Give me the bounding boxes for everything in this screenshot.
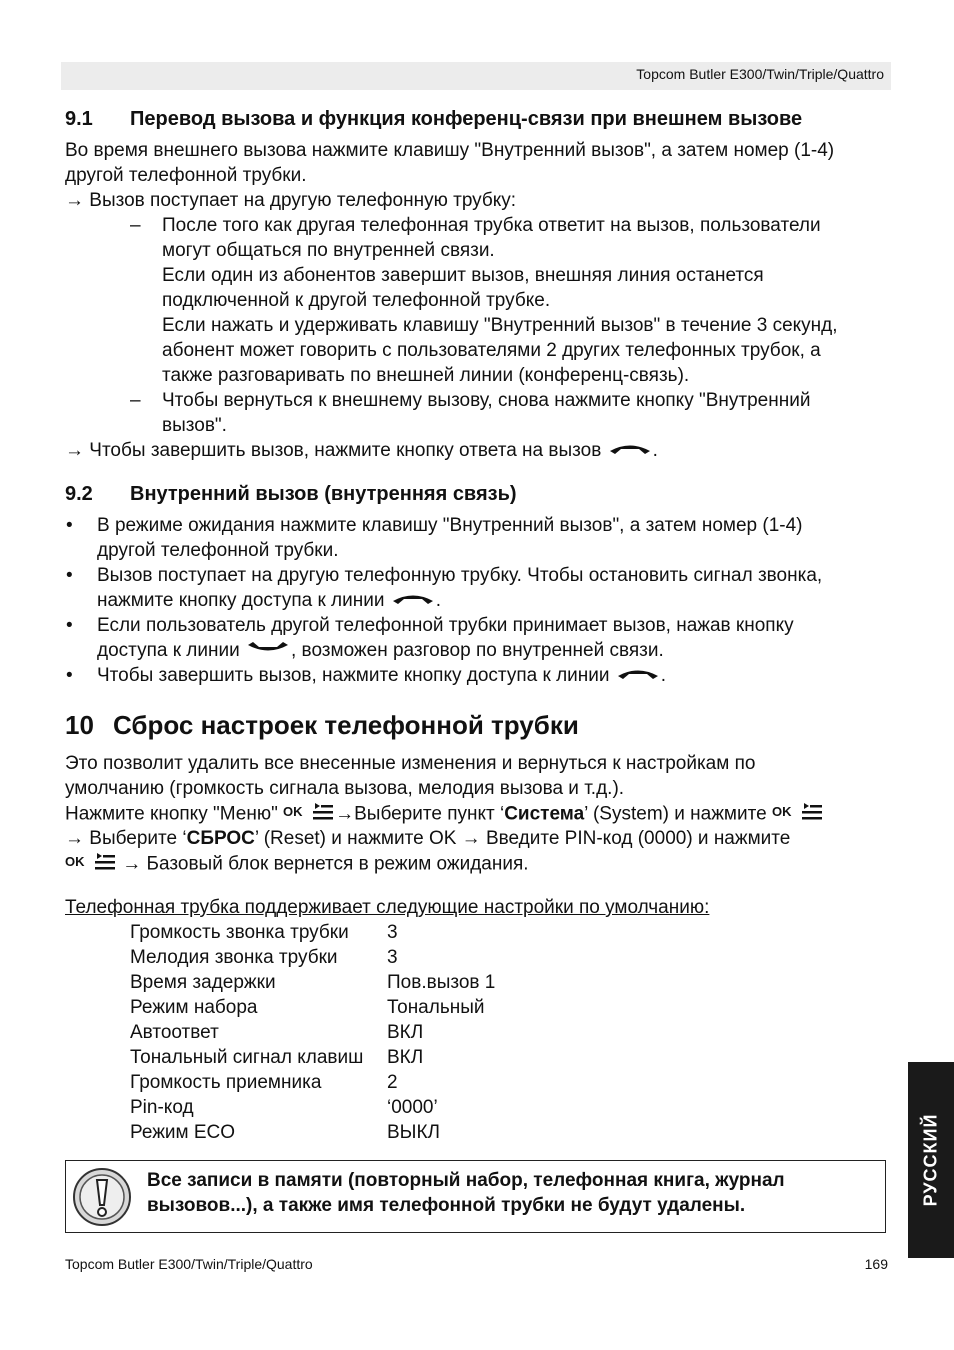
s91-dash1-l3: Если один из абонентов завершит вызов, внешняя линия останется xyxy=(162,265,764,286)
s10-p1-l1: Это позволит удалить все внесенные изменения и вернуться к настройкам по xyxy=(65,753,756,774)
defaults-heading: Телефонная трубка поддерживает следующие настройки по умолчанию: xyxy=(65,897,710,918)
s92-b1-l2: другой телефонной трубки. xyxy=(97,540,339,561)
header-title: Topcom Butler E300/Twin/Triple/Quattro xyxy=(636,66,884,82)
s10-l3a: Нажмите кнопку "Меню" xyxy=(65,803,278,825)
s92-b1-l1: В режиме ожидания нажмите клавишу "Внутренний вызов", а затем номер (1-4) xyxy=(97,515,803,536)
default-setting-name: Громкость звонка трубки xyxy=(130,922,349,943)
s10-line4 xyxy=(65,826,790,851)
section-9-2-number: 9.2 xyxy=(65,483,93,505)
dash-marker: – xyxy=(130,390,141,411)
svg-text:OK: OK xyxy=(771,804,792,819)
s91-dash1-l4: подключенной к другой телефонной трубке. xyxy=(162,290,551,311)
default-setting-value: 3 xyxy=(387,922,398,943)
section-10-number: 10 xyxy=(65,710,94,740)
phone-talk-icon xyxy=(245,638,291,663)
s92-b2-l1: Вызов поступает на другую телефонную трубку. Чтобы остановить сигнал звонка, xyxy=(97,565,823,586)
s91-dash1-l1: После того как другая телефонная трубка ответит на вызов, пользователи xyxy=(162,215,821,236)
phone-end-icon xyxy=(607,438,653,463)
s92-b3-l2a: доступа к линии xyxy=(97,640,240,661)
default-setting-name: Мелодия звонка трубки xyxy=(130,947,338,968)
default-setting-value: ‘0000’ xyxy=(387,1097,438,1118)
ok-menu-icon xyxy=(65,851,117,878)
section-10-title: Сброс настроек телефонной трубки xyxy=(113,710,579,740)
bullet-marker: • xyxy=(66,665,73,686)
s91-dash1-l2: могут общаться по внутренней связи. xyxy=(162,240,495,261)
bullet-marker: • xyxy=(66,615,73,636)
default-setting-name: Время задержки xyxy=(130,972,276,993)
dash-marker: – xyxy=(130,215,141,236)
footer-title: Topcom Butler E300/Twin/Triple/Quattro xyxy=(65,1256,313,1272)
phone-end-icon xyxy=(390,588,436,613)
section-9-1-title: Перевод вызова и функция конференц-связи при внешнем вызове xyxy=(130,108,803,130)
s91-p1-line2: другой телефонной трубки. xyxy=(65,165,307,186)
s92-b4-line xyxy=(97,663,666,688)
s91-period: . xyxy=(652,440,658,461)
bullet-marker: • xyxy=(66,565,73,586)
s92-b2-line2 xyxy=(97,588,441,613)
s10-l4c: ’ (Reset) и нажмите OK → Введите PIN-код (0000) и нажмите xyxy=(254,828,791,849)
default-setting-name: Режим набора xyxy=(130,997,258,1018)
ok-menu-icon xyxy=(283,801,335,828)
language-tab-label: РУССКИЙ xyxy=(920,1113,941,1207)
s10-l5: → Базовый блок вернется в режим ожидания. xyxy=(122,853,529,875)
s92-period: . xyxy=(435,590,442,611)
default-setting-name: Тональный сигнал клавиш xyxy=(130,1047,364,1068)
default-setting-value: 2 xyxy=(387,1072,398,1093)
default-setting-value: ВКЛ xyxy=(387,1022,424,1043)
language-tab xyxy=(908,1062,954,1258)
s10-l4b: СБРОС xyxy=(186,828,255,849)
default-setting-value: Тональный xyxy=(387,997,485,1018)
s91-dash1-l6: абонент может говорить с пользователями 2 других телефонных трубок, а xyxy=(162,340,821,361)
s91-arrow1: → Вызов поступает на другую телефонную трубку: xyxy=(65,190,517,211)
default-setting-name: Pin-код xyxy=(130,1097,194,1118)
default-setting-value: 3 xyxy=(387,947,398,968)
default-setting-name: Громкость приемника xyxy=(130,1072,322,1093)
s10-line5 xyxy=(65,851,529,878)
s92-b2-l2: нажмите кнопку доступа к линии xyxy=(97,590,385,611)
s91-dash2-l1: Чтобы вернуться к внешнему вызову, снова нажмите кнопку "Внутренний xyxy=(162,390,811,411)
s10-l3c: Система xyxy=(504,803,585,825)
svg-text:OK: OK xyxy=(65,854,85,869)
page-number: 169 xyxy=(864,1256,888,1272)
s10-l3d: ’ (System) и нажмите xyxy=(584,803,767,825)
svg-text:OK: OK xyxy=(283,804,303,819)
phone-end-icon xyxy=(615,663,661,688)
s91-dash2-l2: вызов". xyxy=(162,415,227,436)
s91-arrow2-line xyxy=(65,438,658,463)
s92-period: . xyxy=(660,665,667,686)
s91-p1-line1: Во время внешнего вызова нажмите клавишу "Внутренний вызов", а затем номер (1-4) xyxy=(65,140,835,161)
s10-line3 xyxy=(65,801,824,828)
note-line2: вызовов...), а также имя телефонной трубки не будут удалены. xyxy=(147,1195,746,1216)
section-9-2-title: Внутренний вызов (внутренняя связь) xyxy=(130,483,517,505)
default-setting-value: ВКЛ xyxy=(387,1047,424,1068)
s92-b3-line2 xyxy=(97,638,664,663)
section-9-1-number: 9.1 xyxy=(65,108,93,130)
s10-p1-l2: умолчанию (громкость сигнала вызова, мелодия вызова и т.д.). xyxy=(65,778,625,799)
note-line1: Все записи в памяти (повторный набор, телефонная книга, журнал xyxy=(147,1170,785,1191)
s91-arrow2: → Чтобы завершить вызов, нажмите кнопку ответа на вызов xyxy=(65,440,602,461)
exclamation-icon xyxy=(72,1167,132,1232)
bullet-marker: • xyxy=(66,515,73,536)
ok-menu-icon xyxy=(772,801,824,828)
default-setting-value: ВЫКЛ xyxy=(387,1122,441,1143)
default-setting-name: Автоответ xyxy=(130,1022,219,1043)
note-box xyxy=(65,1160,886,1233)
default-setting-value: Пов.вызов 1 xyxy=(387,972,496,993)
default-setting-name: Режим ECO xyxy=(130,1122,236,1143)
s10-l4a: → Выберите ‘ xyxy=(65,828,187,849)
s92-b3-l2b: , возможен разговор по внутренней связи. xyxy=(291,640,664,661)
s91-dash1-l5: Если нажать и удерживать клавишу "Внутренний вызов" в течение 3 секунд, xyxy=(162,315,838,336)
s91-dash1-l7: также разговаривать по внешней линии (конференц-связь). xyxy=(162,365,690,386)
s10-l3b: →Выберите пункт ‘ xyxy=(335,803,505,825)
s92-b4-l1: Чтобы завершить вызов, нажмите кнопку доступа к линии xyxy=(97,665,610,686)
s92-b3-l1: Если пользователь другой телефонной трубки принимает вызов, нажав кнопку xyxy=(97,615,794,636)
